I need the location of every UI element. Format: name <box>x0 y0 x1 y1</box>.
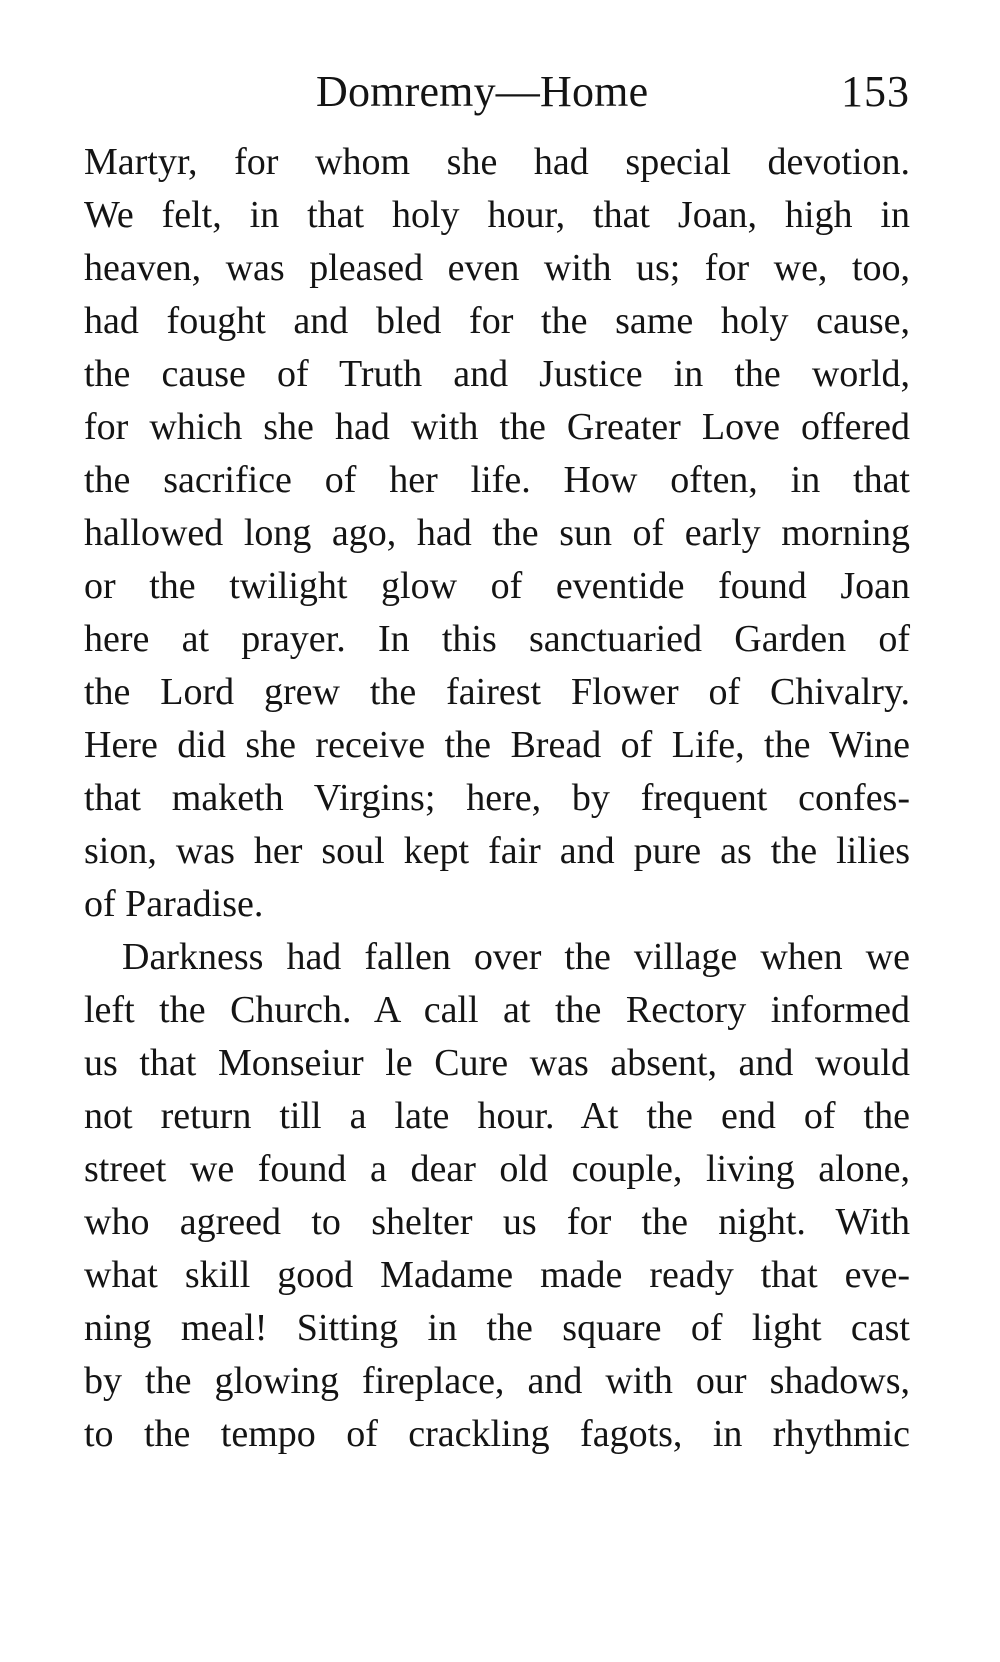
text-line: Martyr, for whom she had special devotion. <box>84 141 910 183</box>
text-line: street we found a dear old couple, living alone, <box>84 1148 910 1190</box>
text-line: of Paradise. <box>84 883 264 925</box>
text-line: Here did she receive the Bread of Life, the Wine <box>84 724 910 766</box>
text-line: Darkness had fallen over the village when we <box>122 936 910 978</box>
paragraph-1 <box>84 136 910 931</box>
text-line: heaven, was pleased even with us; for we, too, <box>84 247 910 289</box>
running-head <box>84 62 910 122</box>
text-line: or the twilight glow of eventide found Joan <box>84 565 910 607</box>
page-number: 153 <box>841 67 910 116</box>
text-line: sion, was her soul kept fair and pure as the lilies <box>84 830 910 872</box>
text-line: ning meal! Sitting in the square of light cast <box>84 1307 910 1349</box>
paragraph-2 <box>84 931 910 1461</box>
text-line: had fought and bled for the same holy cause, <box>84 300 910 342</box>
text-line: to the tempo of crackling fagots, in rhythmic <box>84 1413 910 1455</box>
text-line: the cause of Truth and Justice in the world, <box>84 353 910 395</box>
body-text <box>84 136 910 1461</box>
text-line: that maketh Virgins; here, by frequent confes- <box>84 777 910 819</box>
running-title: Domremy—Home <box>316 67 649 116</box>
text-line: We felt, in that holy hour, that Joan, high in <box>84 194 910 236</box>
text-line: who agreed to shelter us for the night. With <box>84 1201 910 1243</box>
text-line: us that Monseiur le Cure was absent, and would <box>84 1042 910 1084</box>
text-line: for which she had with the Greater Love offered <box>84 406 910 448</box>
text-line: the Lord grew the fairest Flower of Chivalry. <box>84 671 910 713</box>
text-line: the sacrifice of her life. How often, in that <box>84 459 910 501</box>
text-line: what skill good Madame made ready that eve- <box>84 1254 910 1296</box>
text-line: hallowed long ago, had the sun of early morning <box>84 512 910 554</box>
text-line: here at prayer. In this sanctuaried Garden of <box>84 618 910 660</box>
text-line: not return till a late hour. At the end of the <box>84 1095 910 1137</box>
text-line: left the Church. A call at the Rectory informed <box>84 989 910 1031</box>
text-line: by the glowing fireplace, and with our shadows, <box>84 1360 910 1402</box>
